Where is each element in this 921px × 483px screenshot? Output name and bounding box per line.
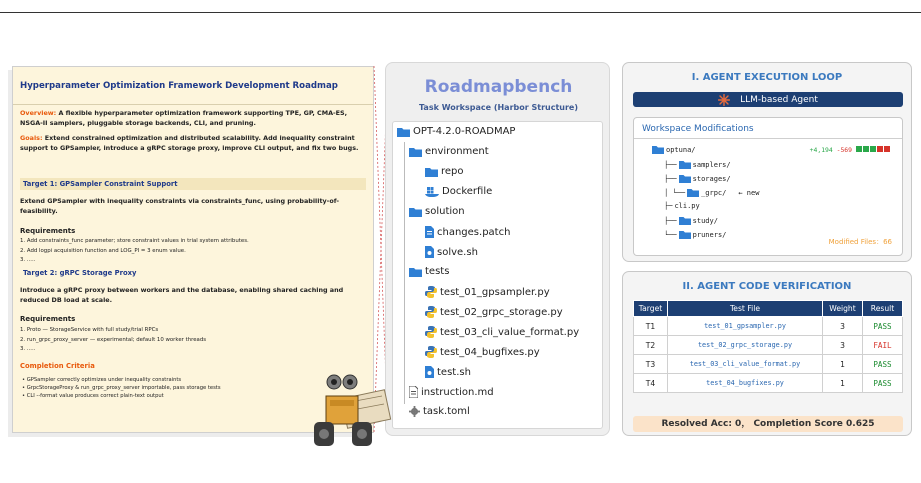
tree-prefix: ├─ — [664, 202, 673, 210]
table-row — [634, 336, 903, 355]
mods-entry — [664, 174, 731, 183]
diff-stats — [810, 146, 852, 154]
loop-title: I. AGENT EXECUTION LOOP — [691, 72, 843, 83]
python-icon — [425, 346, 437, 358]
diff-bar — [863, 146, 869, 152]
cell-weight: 3 — [823, 336, 863, 355]
llm-agent-bar — [633, 92, 903, 107]
tree-item-test2[interactable] — [425, 306, 563, 318]
tree-item-test1[interactable] — [425, 286, 550, 298]
tree-label: instruction.md — [421, 386, 494, 398]
agent-label: LLM-based Agent — [740, 94, 818, 105]
folder-icon — [409, 207, 422, 217]
diff-bars — [856, 146, 890, 152]
overview-label: Overview: — [20, 109, 57, 117]
tree-label: test.sh — [437, 366, 471, 378]
header-weight: Weight — [823, 301, 863, 317]
tree-label: test_02_grpc_storage.py — [440, 306, 563, 318]
diff-bar — [877, 146, 883, 152]
cell-result: PASS — [863, 355, 903, 374]
document-title: Hyperparameter Optimization Framework Development Roadmap — [20, 81, 338, 91]
entry-name: storages/ — [692, 174, 731, 183]
target1-title: Target 1: GPSampler Constraint Support — [20, 178, 366, 190]
tree-guide — [404, 142, 405, 404]
tree-label: environment — [425, 146, 489, 157]
docker-icon — [425, 186, 439, 197]
target2-title: Target 2: gRPC Storage Proxy — [23, 269, 137, 277]
tree-item-test-sh[interactable] — [425, 366, 471, 378]
folder-icon — [397, 127, 410, 137]
verify-title: II. AGENT CODE VERIFICATION — [682, 281, 852, 292]
cell-weight: 1 — [823, 374, 863, 393]
criteria-list — [22, 376, 342, 401]
cell-target: T2 — [634, 336, 668, 355]
divider — [634, 138, 902, 139]
req2-item: 1. Proto — StorageService with full study/trial RPCs — [20, 327, 159, 333]
tree-prefix: ├── — [664, 160, 677, 169]
tree-item-root[interactable] — [397, 126, 515, 137]
modified-files-count: Modified Files：66 — [828, 238, 892, 246]
target1-text: Extend GPSampler with inequality constraints via constraints_func, using probability-of-feasibility. — [20, 197, 340, 215]
req1-title: Requirements — [20, 227, 76, 235]
mods-entry-new — [664, 188, 759, 197]
cell-weight: 1 — [823, 355, 863, 374]
tree-label: test_03_cli_value_format.py — [440, 326, 580, 338]
tree-item-instruction[interactable] — [409, 386, 494, 398]
tree-prefix: ├── — [664, 216, 677, 225]
folder-icon — [679, 174, 691, 183]
overview-text: A flexible hyperparameter optimization framework supporting TPE, GP, CMA-ES, NSGA-II samplers, pluggable storage backends, CLI, and pruning. — [20, 109, 348, 127]
header-test-file: Test File — [668, 301, 823, 317]
tree-label: OPT-4.2.0-ROADMAP — [413, 126, 516, 137]
entry-name: _grpc/ — [701, 188, 727, 197]
tree-prefix: ├── — [664, 174, 677, 183]
folder-icon — [425, 167, 438, 177]
cell-target: T4 — [634, 374, 668, 393]
document-header — [13, 67, 373, 105]
tree-item-test4[interactable] — [425, 346, 540, 358]
folder-icon — [409, 267, 422, 277]
table-row — [634, 355, 903, 374]
gear-icon — [409, 406, 420, 417]
cell-result: PASS — [863, 374, 903, 393]
task-workspace-panel — [385, 62, 610, 436]
top-rule — [0, 12, 921, 13]
cell-target: T3 — [634, 355, 668, 374]
criteria-title: Completion Criteria — [20, 362, 95, 370]
cell-weight: 3 — [823, 317, 863, 336]
python-icon — [425, 286, 437, 298]
python-icon — [425, 326, 437, 338]
tree-item-test3[interactable] — [425, 326, 579, 338]
tree-label: test_01_gpsampler.py — [440, 286, 550, 298]
entry-name: cli.py — [674, 202, 700, 210]
document-icon — [409, 386, 418, 398]
root-label: optuna/ — [666, 145, 696, 154]
tree-item-solve-sh[interactable] — [425, 246, 478, 258]
tree-label: tests — [425, 266, 450, 277]
req1-list — [20, 237, 366, 266]
criteria-item: • CLI --format value produces correct plain-text output — [22, 393, 164, 400]
tree-prefix: └── — [664, 230, 677, 239]
table-row — [634, 374, 903, 393]
mods-entry — [664, 230, 726, 239]
script-file-icon — [425, 366, 434, 378]
tree-item-repo[interactable] — [425, 166, 464, 177]
agent-execution-loop-panel — [622, 62, 912, 262]
tree-item-environment[interactable] — [409, 146, 489, 157]
mods-entry — [664, 216, 718, 225]
table-row — [634, 317, 903, 336]
folder-icon — [687, 188, 699, 197]
agent-code-verification-panel — [622, 271, 912, 436]
tree-label: solve.sh — [437, 246, 478, 258]
tree-label: Dockerfile — [442, 186, 493, 197]
tree-label: repo — [441, 166, 464, 177]
workspace-subtitle: Task Workspace (Harbor Structure) — [419, 103, 578, 112]
tree-label: solution — [425, 206, 465, 217]
overview-paragraph — [20, 109, 366, 129]
cell-result: PASS — [863, 317, 903, 336]
req2-list — [20, 326, 366, 355]
req2-title: Requirements — [20, 315, 76, 323]
diff-bar — [856, 146, 862, 152]
new-note: ← new — [738, 188, 760, 197]
workspace-modifications — [633, 117, 903, 256]
folder-icon — [652, 145, 664, 154]
criteria-item: • GrpcStorageProxy & run_grpc_proxy_server importable, pass storage tests — [22, 385, 221, 392]
tree-item-tests[interactable] — [409, 266, 449, 277]
tree-item-solution[interactable] — [409, 206, 465, 217]
target2-text: Introduce a gRPC proxy between workers and the database, enabling shared caching and reduced DB load at scale. — [20, 286, 344, 304]
header-result: Result — [863, 301, 903, 317]
cell-test-file: test_01_gpsampler.py — [668, 317, 823, 336]
req2-item: 3. ..... — [20, 346, 36, 353]
entry-name: pruners/ — [692, 230, 727, 239]
robot-illustration — [300, 372, 395, 452]
tree-label: changes.patch — [437, 226, 511, 238]
folder-icon — [679, 216, 691, 225]
tree-label: test_04_bugfixes.py — [440, 346, 540, 358]
workspace-title: Roadmapbench — [424, 77, 573, 97]
req2-item: 2. run_grpc_proxy_server — experimental; default 10 worker threads — [20, 336, 207, 343]
mods-title: Workspace Modifications — [642, 124, 754, 134]
cell-target: T1 — [634, 317, 668, 336]
entry-name: study/ — [692, 216, 718, 225]
req1-item: 3. ..... — [20, 257, 36, 264]
tree-item-task-toml[interactable] — [409, 406, 470, 417]
goals-label: Goals: — [20, 134, 43, 142]
file-icon — [425, 226, 434, 238]
tree-item-dockerfile[interactable] — [425, 186, 492, 197]
deletions: -569 — [836, 146, 852, 154]
score-summary: Resolved Acc: 0， Completion Score 0.625 — [633, 416, 903, 432]
cell-test-file: test_02_grpc_storage.py — [668, 336, 823, 355]
python-icon — [425, 306, 437, 318]
diff-bar — [884, 146, 890, 152]
tree-prefix: │ └── — [664, 188, 686, 197]
mods-entry — [664, 160, 731, 169]
cell-test-file: test_04_bugfixes.py — [668, 374, 823, 393]
goals-paragraph — [20, 134, 366, 154]
tree-item-changes-patch[interactable] — [425, 226, 510, 238]
entry-name: samplers/ — [692, 160, 731, 169]
cell-test-file: test_03_cli_value_format.py — [668, 355, 823, 374]
spark-icon — [718, 94, 730, 106]
folder-icon — [679, 160, 691, 169]
tree-label: task.toml — [423, 406, 470, 417]
folder-icon — [409, 147, 422, 157]
table-header-row — [634, 301, 903, 317]
folder-icon — [679, 230, 691, 239]
mods-entry — [664, 202, 700, 210]
req1-item: 2. Add logpi acquisition function and LOG_PI = 3 enum value. — [20, 247, 186, 254]
script-file-icon — [425, 246, 434, 258]
criteria-item: • GPSampler correctly optimizes under inequality constraints — [22, 377, 182, 383]
goals-text: Extend constrained optimization and distributed scalability. Add inequality constraint support to GPSampler, introduce a gRPC storage proxy, improve CLI output, and fix two bugs. — [20, 134, 359, 152]
req1-item: 1. Add constraints_func parameter; store constraint values in trial system attributes. — [20, 238, 249, 244]
mods-root — [652, 145, 696, 154]
results-table — [633, 300, 903, 393]
diff-bar — [870, 146, 876, 152]
additions: +4,194 — [809, 146, 833, 154]
cell-result: FAIL — [863, 336, 903, 355]
header-target: Target — [634, 301, 668, 317]
file-tree — [392, 121, 603, 429]
